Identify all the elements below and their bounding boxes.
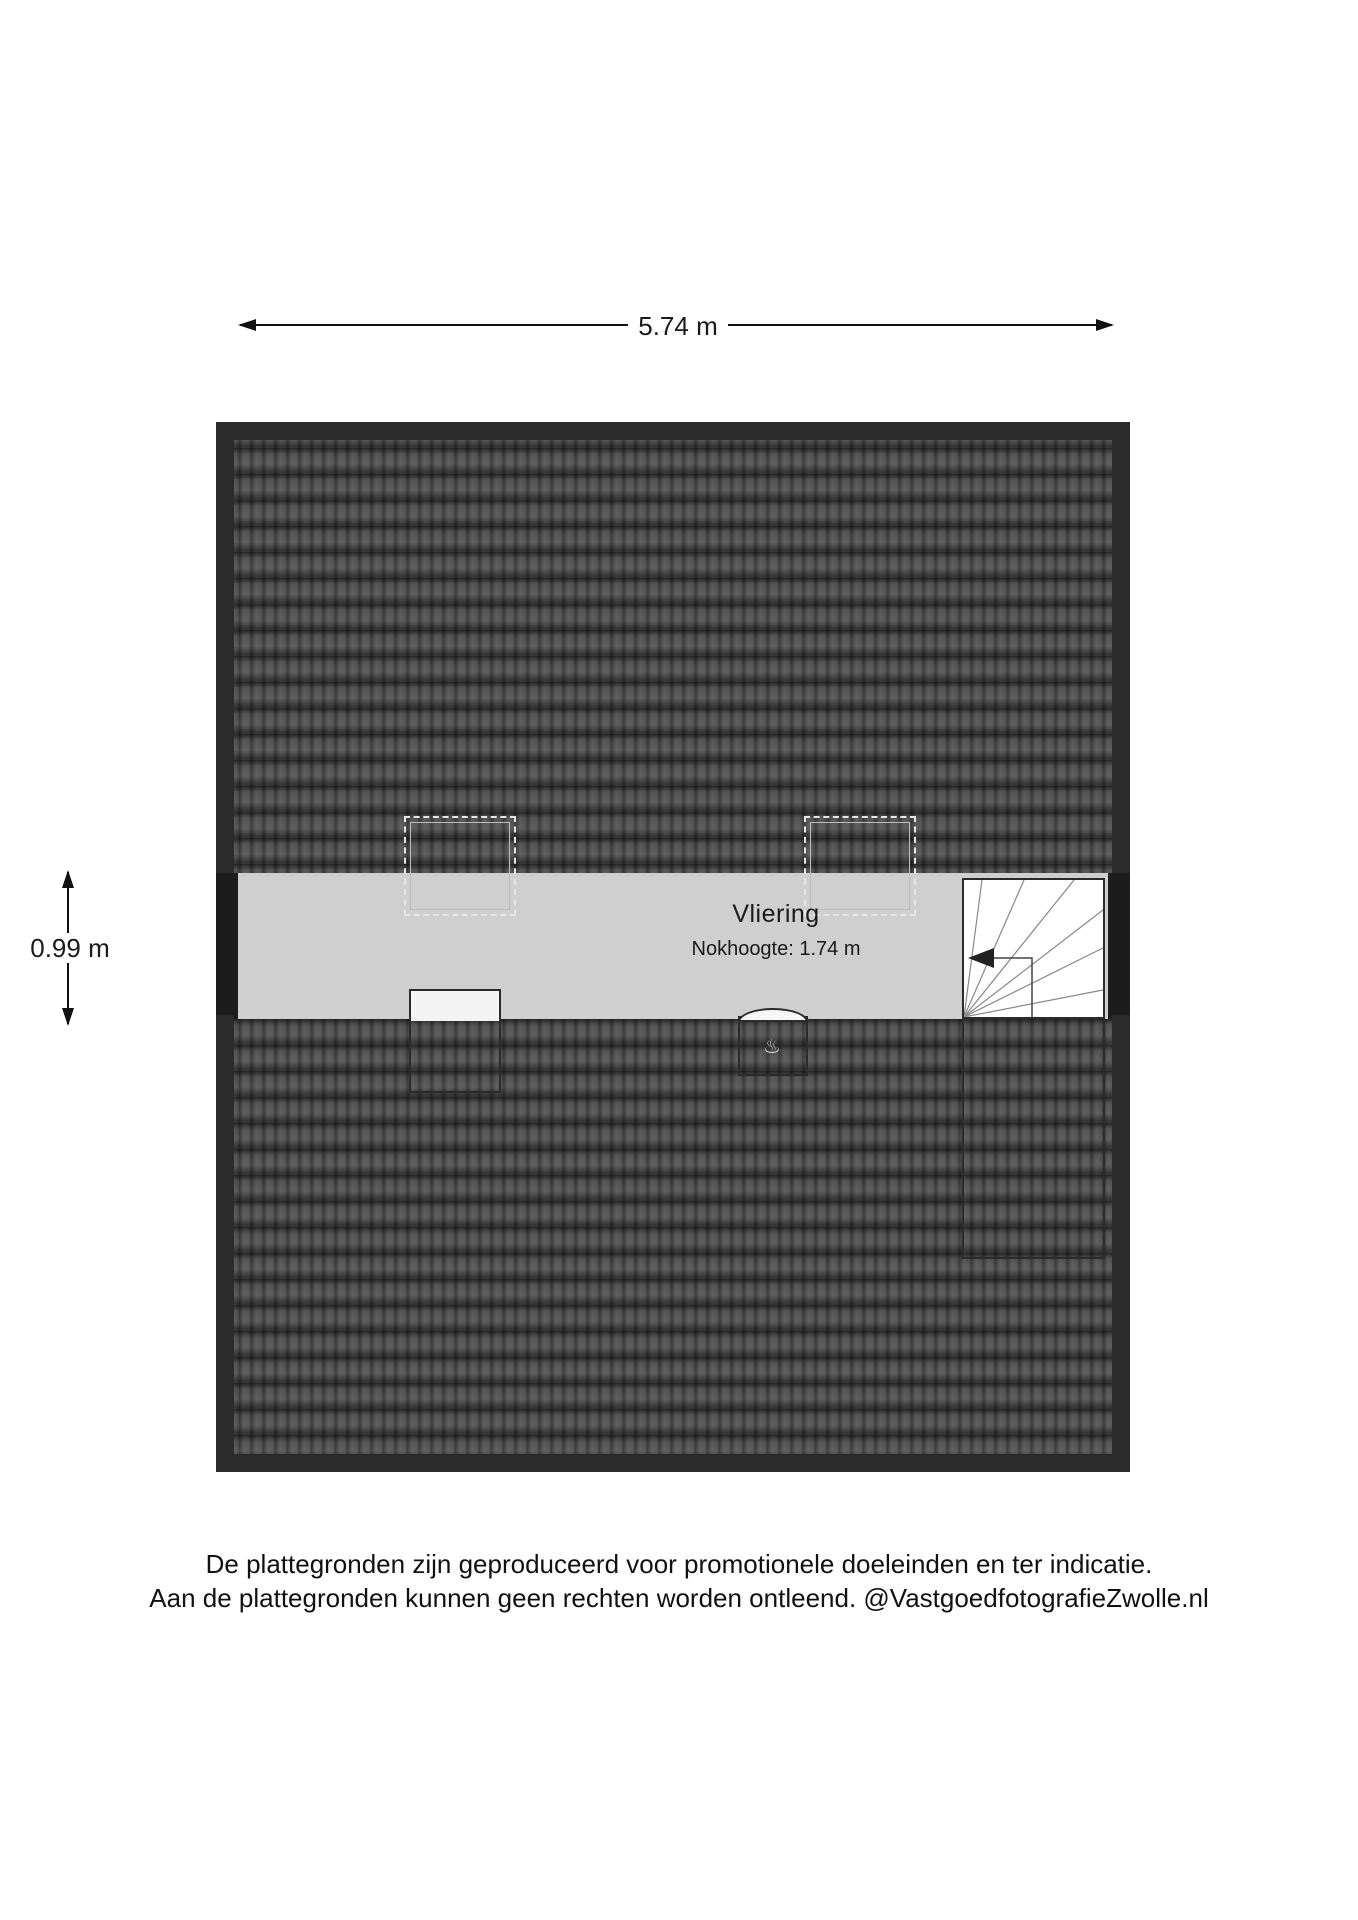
disclaimer-line-1: De plattegronden zijn geproduceerd voor promotionele doeleinden en ter indicatie. — [205, 1549, 1153, 1579]
width-dimension-label: 5.74 m — [628, 311, 728, 342]
flame-icon: ♨ — [763, 1036, 781, 1058]
ridge-height-label: Nokhoogte: 1.74 m — [691, 938, 861, 960]
staircase-lower-outline — [962, 1019, 1105, 1259]
left-wall — [216, 873, 238, 1019]
stair-direction-arrow-icon — [968, 948, 994, 968]
right-wall — [1108, 873, 1130, 1019]
staircase — [962, 878, 1105, 1019]
skylight-left — [404, 816, 516, 916]
staircase-treads — [964, 880, 1103, 1017]
roof-hatch — [409, 989, 501, 1093]
disclaimer-line-2: Aan de plattegronden kunnen geen rechten worden ontleend. @VastgoedfotografieZwolle.nl — [149, 1583, 1209, 1613]
attic-floor-plan — [216, 422, 1130, 1472]
height-dimension-label: 0.99 m — [20, 933, 120, 963]
roof-tiles — [216, 422, 1130, 873]
roof-top-section — [216, 422, 1130, 873]
room-name: Vliering — [732, 900, 820, 928]
